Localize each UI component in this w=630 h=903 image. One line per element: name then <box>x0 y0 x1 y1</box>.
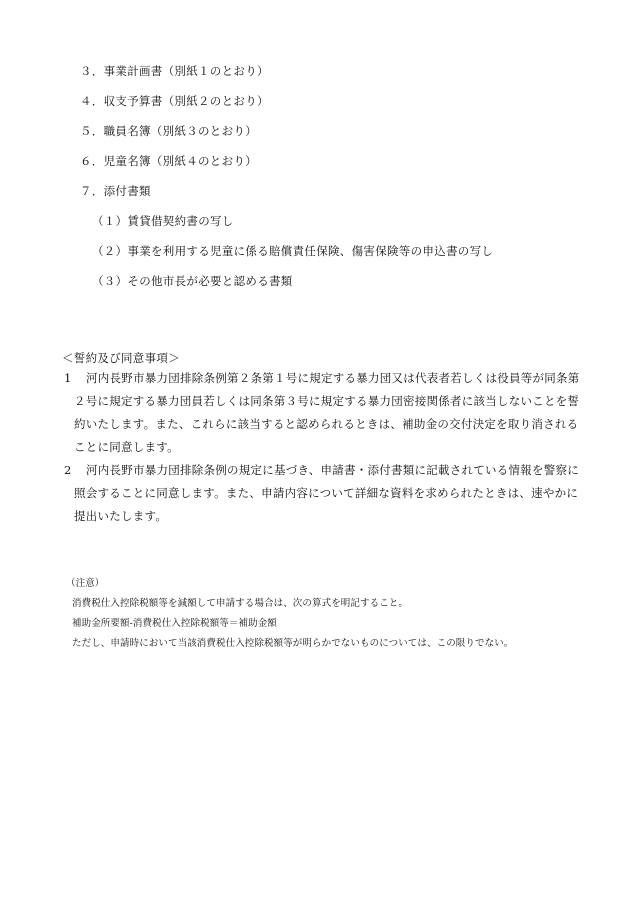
pledge-item-text: 河内長野市暴力団排除条例の規定に基づき、申請書・添付書類に記載されている情報を警察に照会することに同意します。また、申請内容について詳細な資料を求められたときは、速やかに提出いたします。 <box>74 463 580 523</box>
pledge-item-text: 河内長野市暴力団排除条例第２条第１号に規定する暴力団又は代表者若しくは役員等が同条第２号に規定する暴力団員若しくは同条第３号に規定する暴力団密接関係者に該当しないことを誓約いたします。また、これらに該当すると認められるときは、補助金の交付決定を取り消されることに同意します。 <box>74 371 580 454</box>
attachment-item-staff-list: ５．職員名簿（別紙３のとおり） <box>80 124 257 138</box>
attachment-item-attached-documents: ７．添付書類 <box>80 184 151 198</box>
pledge-list <box>64 367 584 528</box>
pledge-item-1 <box>64 367 584 459</box>
pledge-item-number: 1 <box>64 371 72 385</box>
sub-item-insurance-application: （２）事業を利用する児童に係る賠償責任保険、傷害保険等の申込書の写し <box>92 244 494 258</box>
pledge-item-number: 2 <box>64 463 72 477</box>
notes-line-formula: 補助金所要額-消費税仕入控除税額等＝補助金額 <box>72 618 277 629</box>
sub-item-other-documents: （３）その他市長が必要と認める書類 <box>92 274 293 288</box>
notes-line-exception: ただし、申請時において当該消費税仕入控除税額等が明らかでないものについては、この限りでない。 <box>72 638 514 649</box>
notes-line-tax-deduction: 消費税仕入控除税額等を減額して申請する場合は、次の算式を明記すること。 <box>72 598 409 609</box>
pledge-item-2 <box>64 459 584 528</box>
attachment-item-business-plan: ３．事業計画書（別紙１のとおり） <box>80 64 269 78</box>
attachment-item-child-list: ６．児童名簿（別紙４のとおり） <box>80 154 257 168</box>
pledge-heading: ＜誓約及び同意事項＞ <box>62 351 180 365</box>
sub-item-lease-contract: （１）賃貸借契約書の写し <box>92 214 234 228</box>
notes-heading: （注意） <box>66 578 105 589</box>
attachment-item-budget: ４．収支予算書（別紙２のとおり） <box>80 94 269 108</box>
